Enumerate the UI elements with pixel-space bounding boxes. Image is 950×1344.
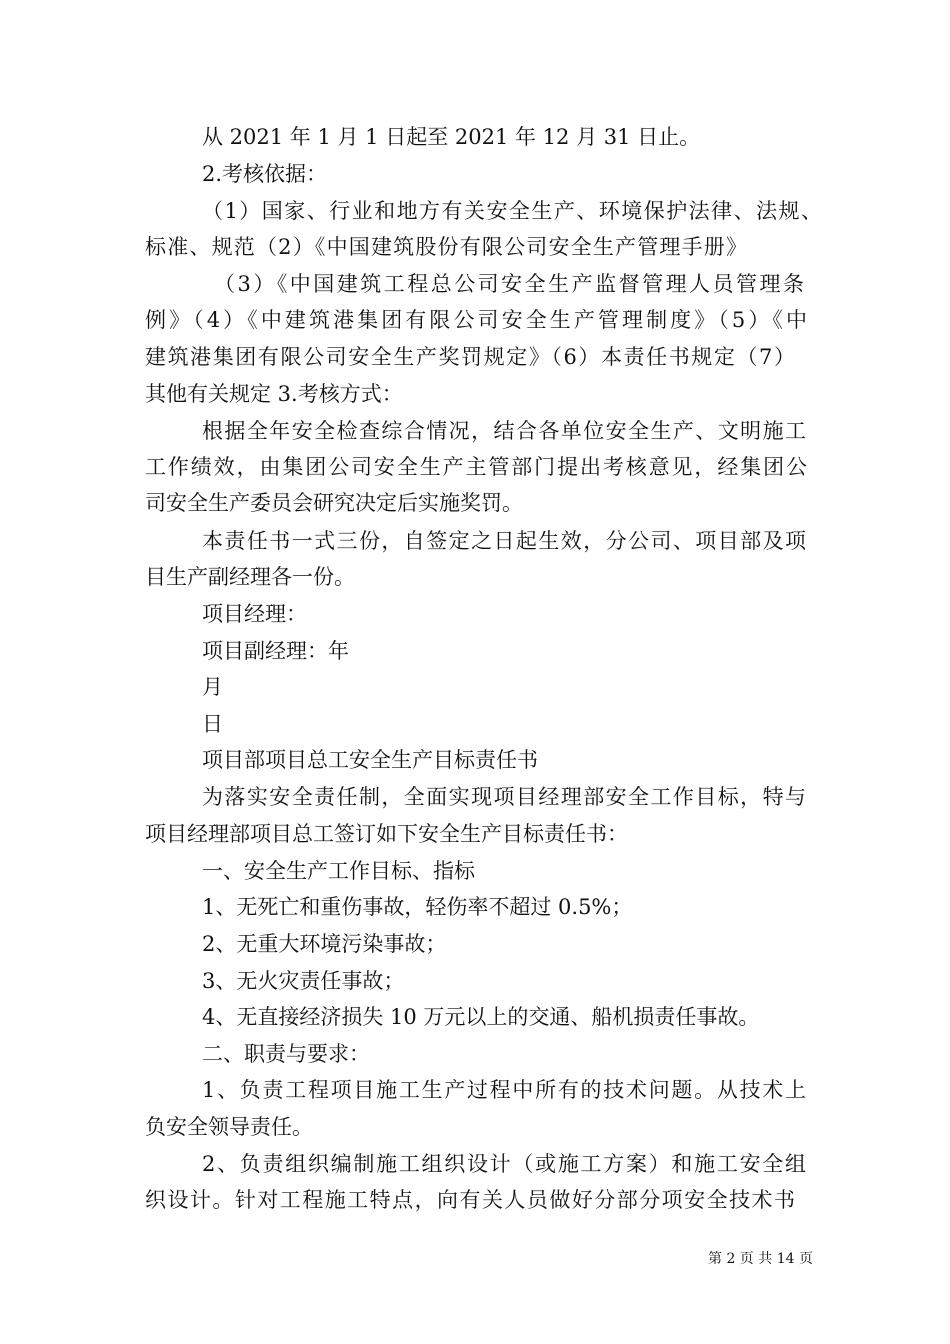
- text-line: 司安全生产委员会研究决定后实施奖罚。: [145, 491, 523, 515]
- text-line: 根据全年安全检查综合情况，结合各单位安全生产、文明施工: [202, 419, 806, 443]
- text-line: 项目经理部项目总工签订如下安全生产目标责任书：: [145, 822, 628, 846]
- text-line: 项目部项目总工安全生产目标责任书: [202, 748, 538, 772]
- text-line: 项目经理：: [202, 602, 307, 626]
- text-line: 工作绩效，由集团公司安全生产主管部门提出考核意见，经集团公: [145, 455, 807, 479]
- text-line: 负安全领导责任。: [145, 1115, 313, 1139]
- page-number: 第 2 页 共 14 页: [708, 1251, 813, 1267]
- text-line: 其他有关规定 3.考核方式：: [145, 382, 403, 406]
- text-line: 3、无火灾责任事故；: [202, 969, 405, 993]
- text-line: 织设计。针对工程施工特点，向有关人员做好分部分项安全技术书: [145, 1188, 795, 1212]
- text-line: （3）《中国建筑工程总公司安全生产监督管理人员管理条: [214, 272, 804, 296]
- text-line: 一、安全生产工作目标、指标: [202, 859, 475, 883]
- text-line: 2、无重大环境污染事故；: [202, 932, 447, 956]
- text-line: 本责任书一式三份，自签定之日起生效，分公司、项目部及项: [202, 529, 806, 553]
- text-line: 二、职责与要求：: [202, 1042, 370, 1066]
- text-line: （1）国家、行业和地方有关安全生产、环境保护法律、法规、: [202, 199, 822, 223]
- text-line: 月: [202, 675, 223, 699]
- text-line: 2.考核依据：: [202, 162, 328, 186]
- text-line: 项目副经理：年: [202, 639, 349, 663]
- text-line: 1、无死亡和重伤事故，轻伤率不超过 0.5%；: [202, 895, 633, 919]
- text-line: 标准、规范（2）《中国建筑股份有限公司安全生产管理手册》: [145, 235, 747, 259]
- text-line: 建筑港集团有限公司安全生产奖罚规定》（6）本责任书规定（7）: [145, 345, 795, 369]
- text-line: 日: [202, 712, 223, 736]
- text-line: 为落实安全责任制，全面实现项目经理部安全工作目标，特与: [202, 785, 806, 809]
- text-line: 1、负责工程项目施工生产过程中所有的技术问题。从技术上: [202, 1078, 806, 1102]
- text-line: 例》（4）《中建筑港集团有限公司安全生产管理制度》（5）《中: [145, 308, 807, 332]
- text-line: 目生产副经理各一份。: [145, 565, 355, 589]
- text-line: 2、负责组织编制施工组织设计（或施工方案）和施工安全组: [202, 1152, 806, 1176]
- text-line: 从 2021 年 1 月 1 日起至 2021 年 12 月 31 日止。: [202, 125, 701, 149]
- text-line: 4、无直接经济损失 10 万元以上的交通、船机损责任事故。: [202, 1005, 760, 1029]
